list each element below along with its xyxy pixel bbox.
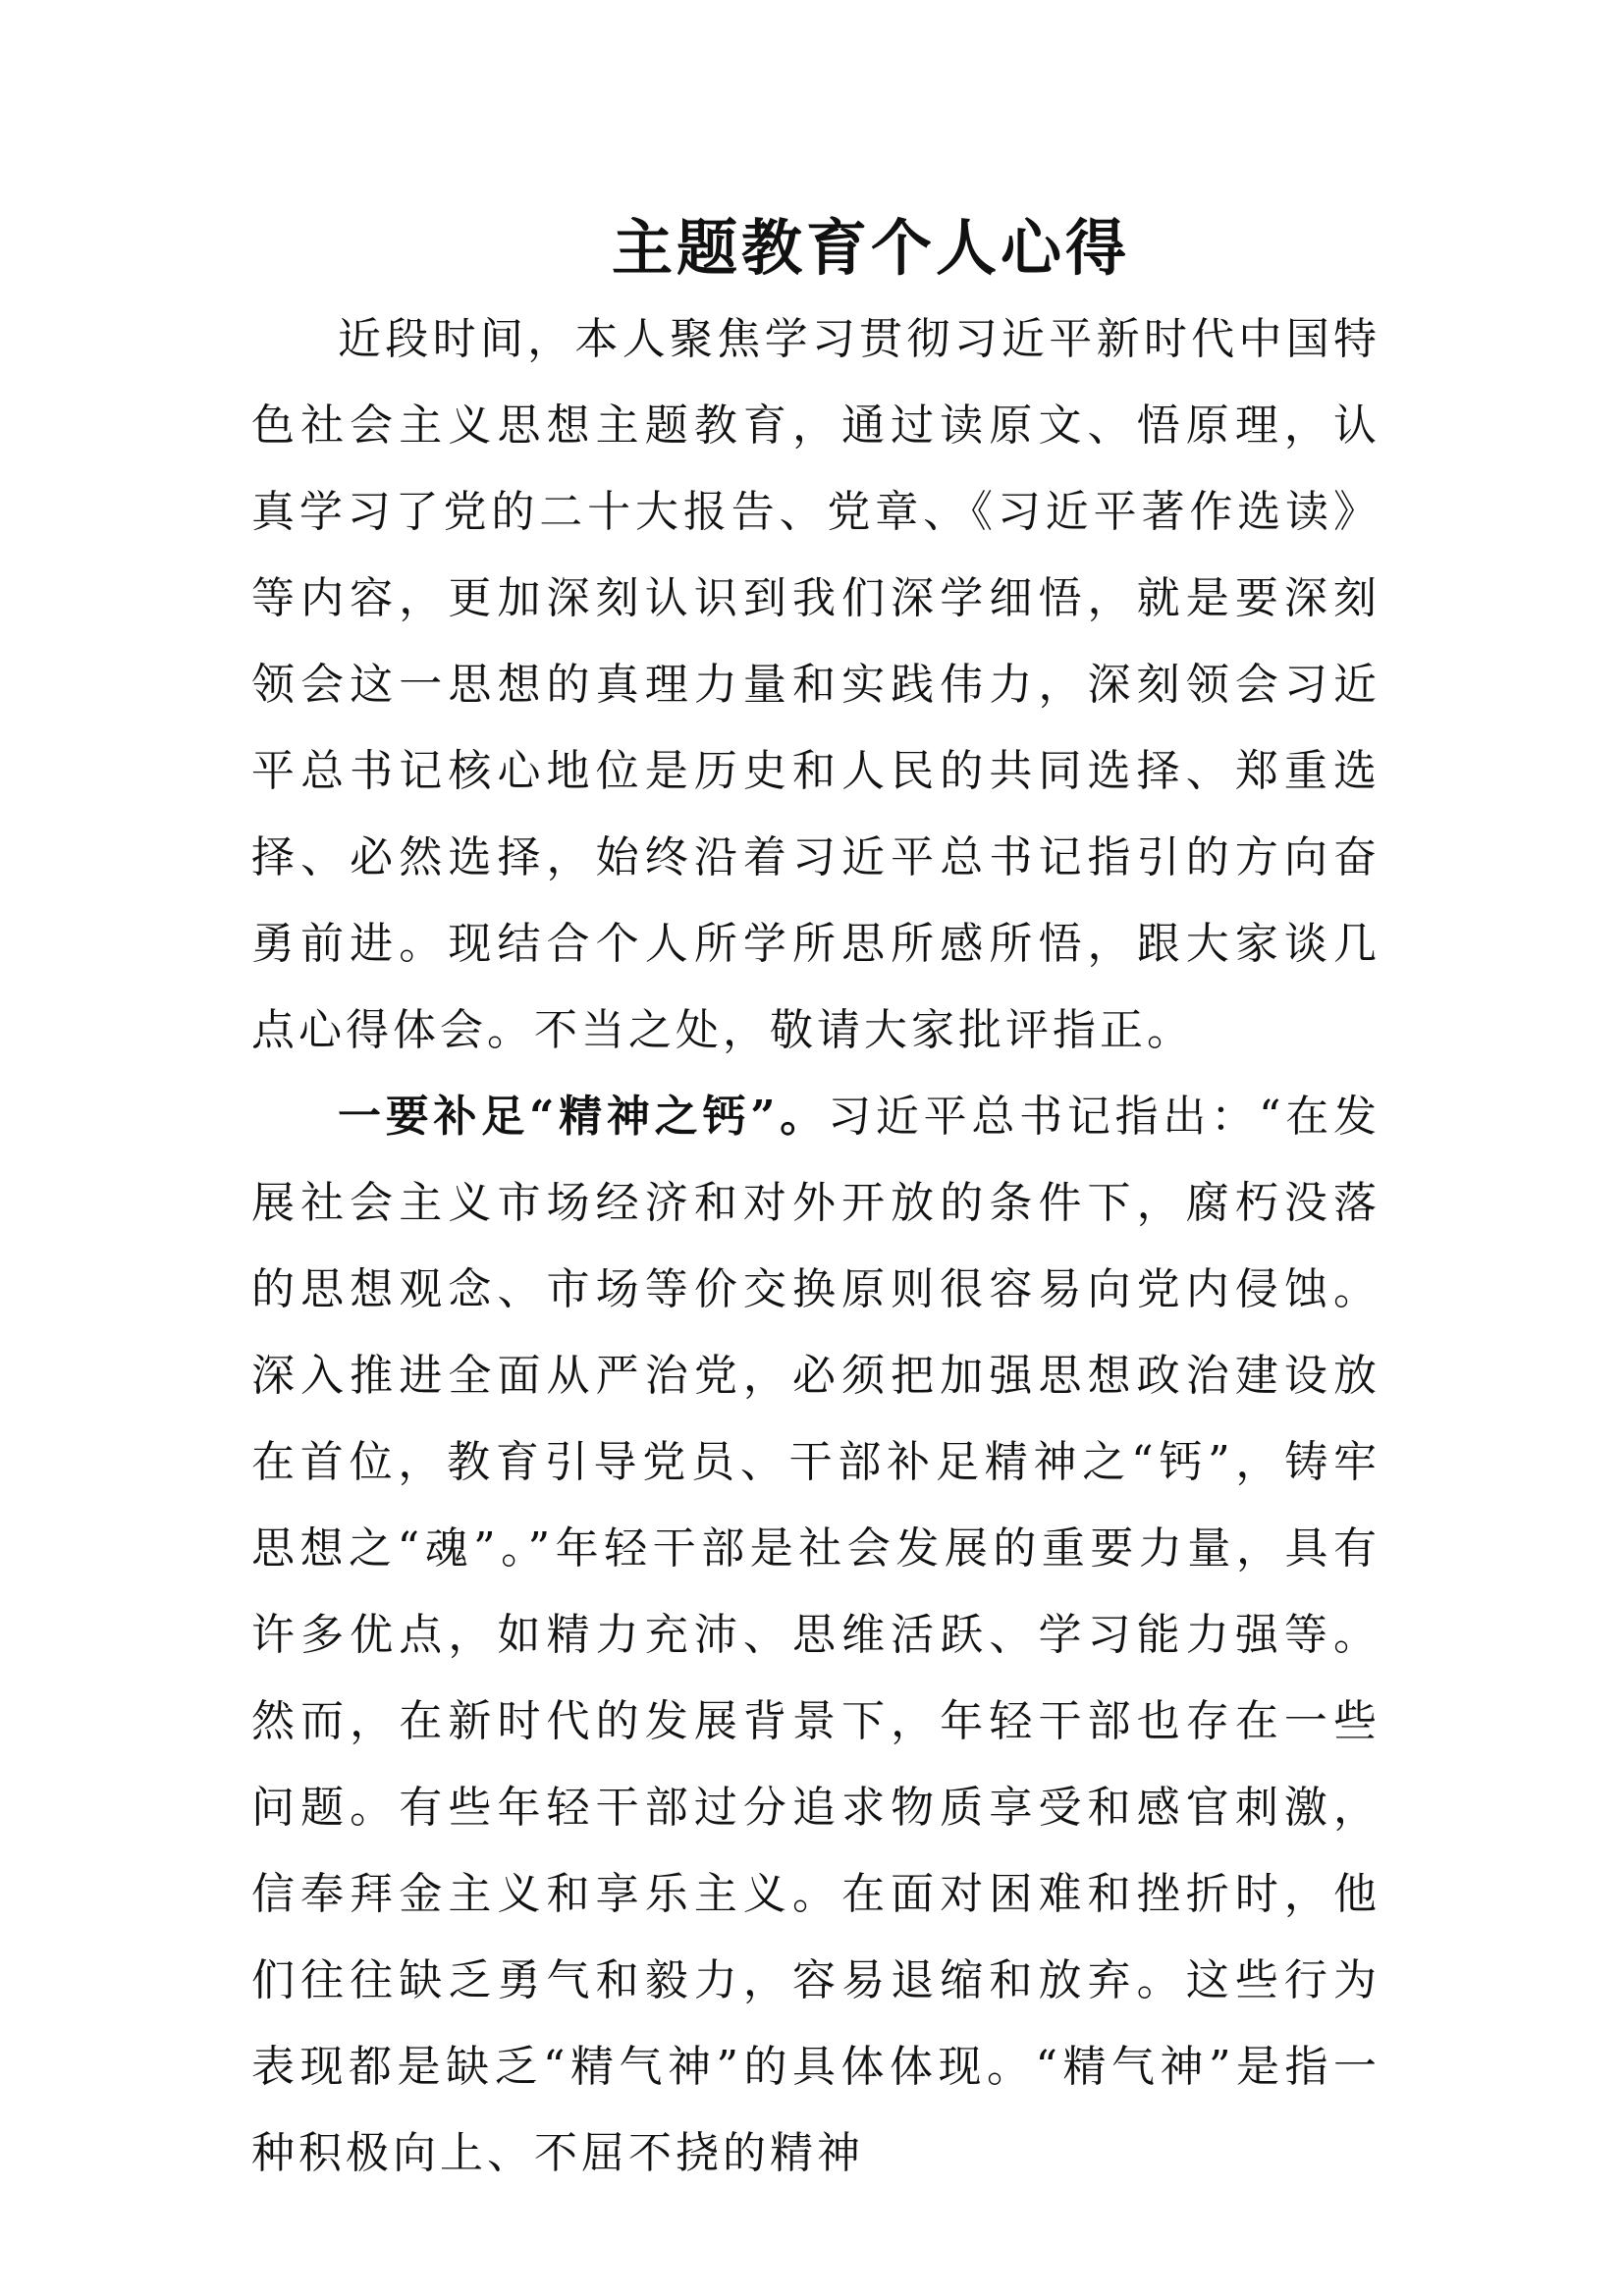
paragraph-point-one-heading: 一要补足“精神之钙”。 bbox=[338, 1092, 829, 1142]
paragraph-point-one-text: 习近平总书记指出：“在发展社会主义市场经济和对外开放的条件下，腐朽没落的思想观念、市场等价交换原则很容易向党内侵蚀。深入推进全面从严治党，必须把加强思想政治建设放在首位，教育引导党员、干部补足精神之“钙”，铸牢思想之“魂”。”年轻干部是社会发展的重要力量，具有许多优点，如精力充沛、思维活跃、学习能力强等。然而，在新时代的发展背景下，年轻干部也存在一些问题。有些年轻干部过分追求物质享受和感官刺激，信奉拜金主义和享乐主义。在面对困难和挫折时，他们往往缺乏勇气和毅力，容易退缩和放弃。这些行为表现都是缺乏“精气神”的具体体现。“精气神”是指一种积极向上、不屈不挠的精神 bbox=[251, 1092, 1380, 2178]
paragraph-point-one bbox=[251, 1074, 1380, 2197]
document-body bbox=[251, 296, 1380, 2197]
paragraph-intro-text: 近段时间，本人聚焦学习贯彻习近平新时代中国特色社会主义思想主题教育，通过读原文、悟原理，认真学习了党的二十大报告、党章、《习近平著作选读》等内容，更加深刻认识到我们深学细悟，就是要深刻领会这一思想的真理力量和实践伟力，深刻领会习近平总书记核心地位是历史和人民的共同选择、郑重选择、必然选择，始终沿着习近平总书记指引的方向奋勇前进。现结合个人所学所思所感所悟，跟大家谈几点心得体会。不当之处，敬请大家批评指正。 bbox=[251, 314, 1380, 1055]
document-title: 主题教育个人心得 bbox=[611, 212, 1130, 284]
paragraph-intro bbox=[251, 296, 1380, 1074]
